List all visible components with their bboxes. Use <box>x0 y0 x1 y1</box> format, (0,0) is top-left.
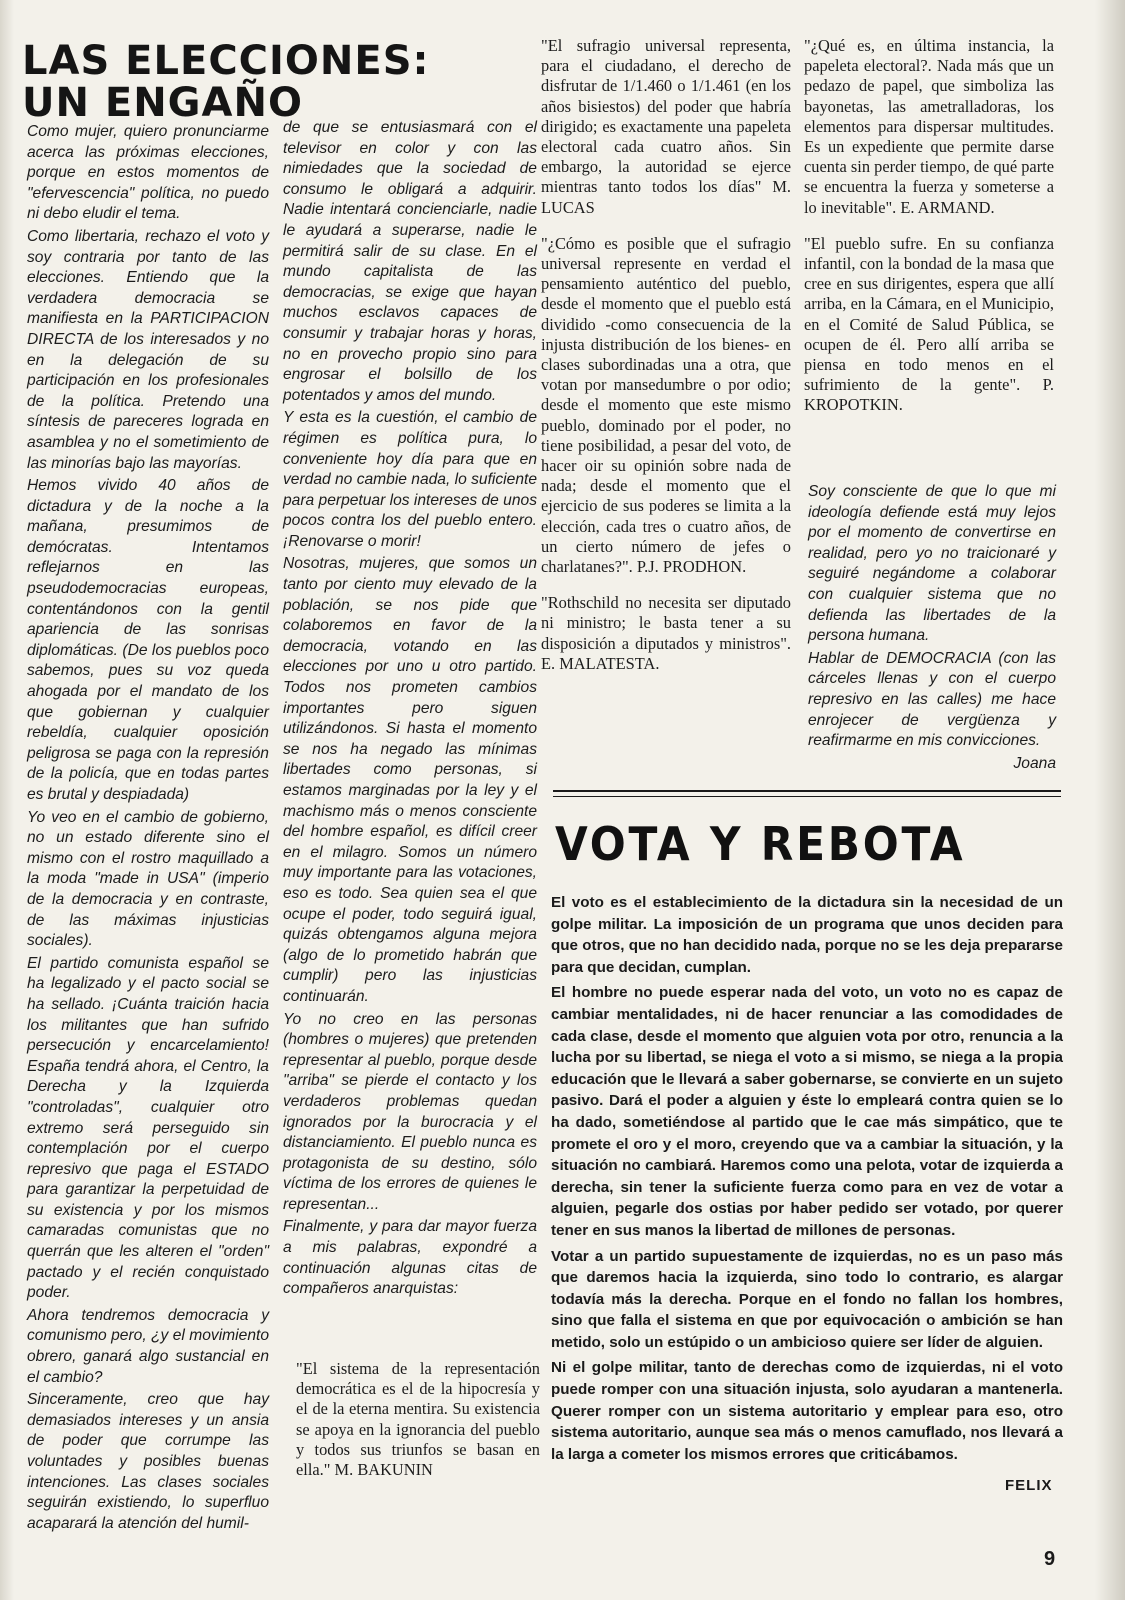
section-divider <box>553 790 1061 792</box>
article-column-2 <box>283 118 537 1302</box>
paragraph: Como libertaria, rechazo el voto y soy contraria por tanto de las elecciones. Entiendo que la verdadera democracia se manifiesta en la PARTICIPACION DIRECTA de los interesados y no en la delegación de su participación en los profesionales de la política. Pretendo una síntesis de pareceres lograda en asamblea y no el sometimiento de las minorías bajo las mayorías. <box>27 227 269 472</box>
quote-malatesta: "Rothschild no necesita ser diputado ni ministro; le basta tener a su disposición a diputados y ministros". E. MALATESTA. <box>541 593 791 673</box>
quote-lucas: "El sufragio universal representa, para el ciudadano, el derecho de disfrutar de 1/1.460 o 1/1.461 (en los años bisiestos) del poder que habría dirigido; es exactamente una papeleta electoral cada cuatro años. Sin embargo, la autoridad se ejerce mientras tanto todos los días" M. LUCAS <box>541 36 791 217</box>
paragraph: Soy consciente de que lo que mi ideología defiende está muy lejos por el momento de convertirse en realidad, pero yo no traicionaré y seguiré negándome a colaborar con cualquier sistema que no defienda las libertades de la persona humana. <box>808 483 1056 645</box>
paragraph: Hemos vivido 40 años de dictadura y de la noche a la mañana, presumimos de demócratas. Intentamos reflejarnos en las pseudodemocracias europeas, contentándonos con la gentil apariencia de las sonrisas diplomáticas. (De los pueblos poco sabemos, pues su voz queda ahogada por el mandato de los que gobiernan y cualquier rebeldía, cualquier oposición peligrosa se paga con la represión de la policía, que en todas partes es brutal y despiadada) <box>27 477 269 803</box>
title-line-2: UN ENGAÑO <box>22 80 303 126</box>
paragraph: Yo veo en el cambio de gobierno, no un estado diferente sino el mismo con el rostro maquillado a la moda "made in USA" (imperio de la democracia y en contraste, de las máximas injusticias sociales). <box>27 808 269 950</box>
author-signature: FELIX <box>1005 1477 1053 1494</box>
quote-bakunin <box>296 1359 540 1496</box>
quote-proudhon: "¿Cómo es posible que el sufragio universal represente en verdad el pensamiento auténtico del pueblo, desde el momento que el pueblo está dividido -como consecuencia de la injusta distribución de los bienes- en clases subordinadas una a otra, que votan por mansedumbre o por odio; desde el momento que este mismo pueblo, dominado por el poder, no tiene posibilidad, a pesar del voto, de hacer oir su opinión sobre nada de nada; desde el momento que el ejercicio de sus poderes se limita a la elección, cada tres o cuatro años, de un cierto número de jefes o charlatanes?". P.J. PRODHON. <box>541 233 791 577</box>
article-column-1 <box>27 122 269 1536</box>
article-column-4-text <box>808 482 1056 776</box>
paragraph: Nosotras, mujeres, que somos un tanto por ciento muy elevado de la población, se nos pide que colaboremos en favor de la democracia, votando en las elecciones por uno u otro partido. Todos nos prometen cambios importantes pero siguen utilizándonos. Si hasta el momento se nos ha negado las mínimas libertades como personas, si estamos marginadas por la ley y el machismo más o menos consciente del hombre español, es difícil creer en el milagro. Somos un número muy importante para las votaciones, eso es todo. Sea quien sea el que ocupe el poder, todo seguirá igual, quizás obtengamos alguna mejora (algo de lo prometido habrán que cumplir) pero las injusticias continuarán. <box>283 555 537 1005</box>
paragraph: Votar a un partido supuestamente de izquierdas, no es un paso más que daremos hacia la izquierda, sino todo lo contrario, es alargar todavía más la derecha. Porque en el fondo no fallan los hombres, sino que falla el sistema en que por equivocación o ambición se han metido, solo un estúpido o un ambicioso quiere ser líder de alguien. <box>551 1247 1063 1351</box>
article-column-3 <box>541 36 791 690</box>
paragraph: Y esta es la cuestión, el cambio de régimen es política pura, lo conveniente hoy día para que en verdad no cambie nada, lo suficiente para perpetuar los intereses de unos pocos contra los del pueblo entero. ¡Renovarse o morir! <box>283 409 537 550</box>
paragraph: Finalmente, y para dar mayor fuerza a mis palabras, expondré a continuación algunas citas de compañeros anarquistas: <box>283 1218 537 1298</box>
section-divider-thin <box>553 796 1061 797</box>
article-title <box>22 40 542 124</box>
page-edge-right <box>1095 0 1125 1600</box>
vota-rebota-title: VOTA Y REBOTA <box>555 817 966 871</box>
paragraph: Hablar de DEMOCRACIA (con las cárceles llenas y con el cuerpo represivo en las calles) me hace enrojecer de vergüenza y reafirmarme en mis convicciones. <box>808 649 1056 750</box>
paragraph: Ni el golpe militar, tanto de derechas como de izquierdas, ni el voto puede romper con una situación injusta, solo ayudaran a mantenerla. Querer romper con un sistema autoritario y emplear para eso, otro sistema autoritario, aunque sea más o menos camuflado, nos llevará a la larga a cometer los mismos errores que criticábamos. <box>551 1359 1063 1463</box>
paragraph: Yo no creo en las personas (hombres o mujeres) que pretenden representar al pueblo, porque desde "arriba" se pierde el contacto y los verdaderos problemas quedan ignorados por la burocracia y el distanciamiento. El pueblo nunca es protagonista de su destino, sólo víctima de los errores de quienes le representan... <box>283 1010 537 1213</box>
paragraph: de que se entusiasmará con el televisor en color y con las nimiedades que la sociedad de consumo le obligará a adquirir. Nadie intentará concienciarle, nadie le ayudará a superarse, nadie le permitirá salir de su clase. En el mundo capitalista de las democracias, se exige que hayan muchos esclavos capaces de consumir y trabajar horas y horas, no en provecho propio sino para engrosar el bolsillo de los potentados y amos del mundo. <box>283 119 537 404</box>
paragraph: El hombre no puede esperar nada del voto, un voto no es capaz de cambiar mentalidades, ni de hacer renunciar a las comodidades de cada clase, desde el momento que alguien vota por otro, renuncia a la lucha por su libertad, se niega el voto a si mismo, se niega a la propia educación que le llevará a saber gobernarse, se convierte en un sujeto pasivo. Dará el poder a alguien y éste lo empleará contra quien se lo ha dado, sometiéndose al partido que le cae más simpático, que te promete el oro y el moro, creyendo que va a cambiar la situación, y la situación no cambiará. Haremos como una pelota, votar de izquierda a derecha, sin tener la suficiente fuerza como para en vez de votar a alguien, pegarle dos ostias por haber pedido ser votado, por querer tener en sus manos la libertad de millones de personas. <box>551 984 1063 1239</box>
page-number: 9 <box>1044 1548 1056 1570</box>
paragraph: El partido comunista español se ha legalizado y el pacto social se ha sellado. ¡Cuánta traición hacia los militantes que han sufrido persecución y encarcelamiento! España tendrá ahora, el Centro, la Derecha y la Izquierda "controladas", cualquier otro extremo será perseguido sin contemplación por el cuerpo represivo que paga el ESTADO para garantizar la perpetuidad de su existencia y por los mismos camaradas comunistas que no querrán que les alteren el "orden" pactado y el recién conquistado poder. <box>27 954 269 1302</box>
title-line-1: LAS ELECCIONES: <box>22 38 430 84</box>
quote-text: "El sistema de la representación democrática es el de la hipocresía y el de la eterna mentira. Su existencia se apoya en la ignorancia del pueblo y todos sus triunfos se basan en ella." M. BAKUNIN <box>296 1359 540 1480</box>
quote-kropotkin: "El pueblo sufre. En su confianza infantil, con la bondad de la masa que cree en sus dirigentes, espera que allí arriba, en la Cámara, en el Municipio, en el Comité de Salud Pública, se ocupen de él. Pero allí arriba se piensa en todo menos en el sufrimiento de la gente". P. KROPOTKIN. <box>804 233 1054 415</box>
signature: Joana <box>1013 754 1056 772</box>
article-column-4-quotes <box>804 36 1054 432</box>
paragraph: Como mujer, quiero pronunciarme acerca las próximas elecciones, porque en estos momentos de "efervescencia" política, no puedo ni debo eludir el tema. <box>27 123 269 223</box>
page-edge-left <box>0 0 14 1600</box>
vota-rebota-body <box>551 892 1063 1469</box>
quote-armand: "¿Qué es, en última instancia, la papeleta electoral?. Nada más que un pedazo de papel, que simboliza las bayonetas, las ametralladoras, los elementos para dispersar multitudes. Es un expediente que permite darse cuenta sin perder tiempo, de qué parte se encuentra la fuerza y someterse a lo inevitable". E. ARMAND. <box>804 36 1054 217</box>
paragraph: Sinceramente, creo que hay demasiados intereses y un ansia de poder que corrumpe las voluntades y posibles buenas intenciones. Las clases sociales seguirán existiendo, lo superfluo acaparará la atención del humil- <box>27 1391 269 1532</box>
paragraph: Ahora tendremos democracia y comunismo pero, ¿y el movimiento obrero, ganará algo sustancial en el cambio? <box>27 1306 269 1386</box>
paragraph: El voto es el establecimiento de la dictadura sin la necesidad de un golpe militar. La imposición de un programa que unos deciden para que otros, que no han decidido nada, porque no se les deja prepararse para que decidan, cumplan. <box>551 894 1063 976</box>
